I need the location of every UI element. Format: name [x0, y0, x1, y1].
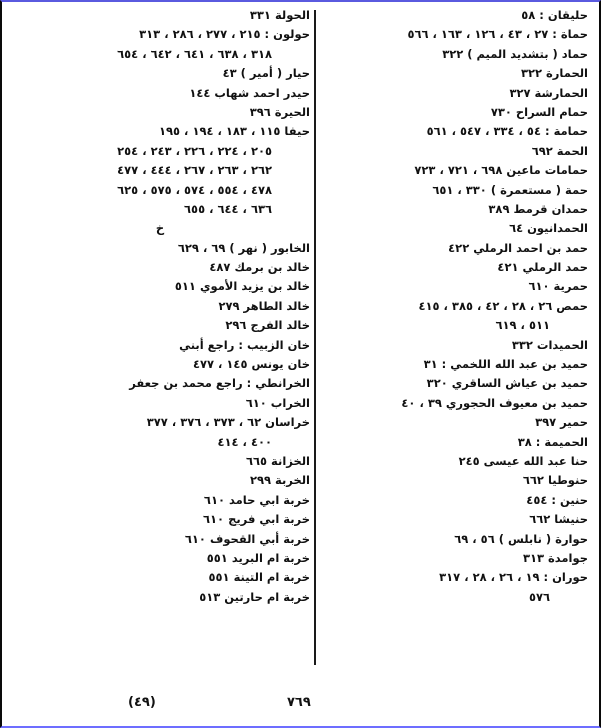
index-entry: الخربة ٢٩٩ [249, 473, 310, 488]
index-entry-continuation: ٤٧٨ ، ٥٥٤ ، ٥٧٤ ، ٥٧٥ ، ٦٢٥ [117, 182, 272, 197]
index-entry-continuation: ٥١١ ، ٦١٩ [495, 318, 550, 333]
index-entry: حمص ٢٦ ، ٢٨ ، ٤٢ ، ٣٨٥ ، ٤١٥ [418, 298, 588, 313]
index-entry: حميد بن عياش الساقري ٣٢٠ [426, 376, 588, 391]
index-entry: خربة ام البريد ٥٥١ [206, 550, 310, 565]
index-entry-continuation: ٣١٨ ، ٦٣٨ ، ٦٤١ ، ٦٤٢ ، ٦٥٤ [117, 46, 272, 61]
index-entry: خالد الطاهر ٢٧٩ [218, 298, 310, 313]
index-entry: حميد بن معيوف الحجوري ٣٩ ، ٤٠ [401, 395, 588, 410]
index-entry: حمير ٣٩٧ [535, 415, 588, 430]
index-entry: حماد ( بتشديد الميم ) ٣٢٢ [442, 46, 588, 61]
index-entry-continuation: ٢٦٢ ، ٢٦٣ ، ٢٦٧ ، ٤٤٤ ، ٤٧٧ [117, 163, 272, 178]
index-entry: خالد بن برمك ٤٨٧ [209, 260, 310, 275]
index-entry-continuation: ٢٠٥ ، ٢٢٤ ، ٢٢٦ ، ٢٤٣ ، ٢٥٤ [117, 143, 272, 158]
index-entry: حنين : ٤٥٤ [526, 492, 588, 507]
index-entry: حنيشا ٦٦٢ [529, 512, 588, 527]
index-entry: حوارة ( نابلس ) ٥٦ ، ٦٩ [454, 531, 588, 546]
index-entry: حمد الرملي ٤٢١ [497, 260, 588, 275]
index-entry: حمام السراح ٧٣٠ [490, 104, 588, 119]
index-entry: الخابور ( نهر ) ٦٩ ، ٦٢٩ [177, 240, 310, 255]
section-letter: خ [155, 221, 165, 236]
index-entry: حماة : ٢٧ ، ٤٣ ، ١٢٦ ، ١٦٣ ، ٥٦٦ [407, 27, 588, 42]
index-entry: خربة أبي القحوف ٦١٠ [184, 531, 310, 546]
index-entry: حنا عبد الله عيسى ٢٤٥ [458, 453, 588, 468]
index-entry: حليقان : ٥٨ [521, 8, 588, 22]
index-entry: حوران : ١٩ ، ٢٦ ، ٢٨ ، ٣١٧ [439, 570, 588, 585]
index-entry: خان يونس ١٤٥ ، ٤٧٧ [192, 357, 310, 372]
index-entry: حولون : ٢١٥ ، ٢٧٧ ، ٢٨٦ ، ٣١٣ [139, 27, 310, 42]
index-entry: حمامة : ٥٤ ، ٣٣٤ ، ٥٤٧ ، ٥٦١ [426, 124, 588, 139]
index-entry: خالد بن يزيد الأموي ٥١١ [174, 279, 310, 294]
index-entry: الحمة ٦٩٢ [531, 143, 588, 158]
index-entry: حمامات ماعين ٦٩٨ ، ٧٢١ ، ٧٢٣ [414, 163, 588, 178]
index-column-left [10, 6, 310, 607]
index-entry: حمة ( مستعمرة ) ٣٣٠ ، ٦٥١ [432, 182, 588, 197]
index-entry: الحميدات ٣٣٢ [511, 337, 588, 352]
index-entry: الحيرة ٣٩٦ [249, 104, 310, 119]
index-entry: الحميمة : ٣٨ [517, 434, 588, 449]
index-entry: خالد الفرج ٢٩٦ [225, 318, 310, 333]
index-entry: الخرانطي : راجع محمد بن جعفر [129, 376, 310, 391]
index-entry: خان الزبيب : راجع أبني [179, 337, 310, 352]
index-entry: حيدر احمد شهاب ١٤٤ [189, 85, 310, 100]
index-entry: خربة ابي حامد ٦١٠ [203, 492, 310, 507]
page-number: ٧٦٩ [287, 695, 311, 710]
index-entry: حمدان قرمط ٣٨٩ [488, 201, 588, 216]
index-column-right [322, 6, 588, 607]
index-entry: خربة ام التينة ٥٥١ [208, 570, 310, 585]
index-entry: الخزانة ٦٦٥ [245, 453, 310, 468]
index-entry: الحمارة ٣٢٢ [520, 66, 588, 81]
index-entry: حيار ( أمير ) ٤٣ [222, 66, 310, 81]
index-entry: حمد بن احمد الرملي ٤٢٢ [448, 240, 588, 255]
index-entry-continuation: ٤٠٠ ، ٤١٤ [217, 434, 272, 449]
index-entry: خربة ابي فريج ٦١٠ [203, 512, 310, 527]
index-entry: الخراب ٦١٠ [245, 395, 310, 410]
index-entry: حمرية ٦١٠ [528, 279, 588, 294]
index-entry: الحمارشة ٣٢٧ [509, 85, 588, 100]
index-entry: خراسان ٦٢ ، ٣٧٣ ، ٣٧٦ ، ٣٧٧ [146, 415, 310, 430]
index-entry-continuation: ٦٣٦ ، ٦٤٤ ، ٦٥٥ [184, 201, 272, 216]
index-entry: حميد بن عبد الله اللخمي : ٣١ [423, 357, 588, 372]
index-entry: حيفا ١١٥ ، ١٨٣ ، ١٩٤ ، ١٩٥ [158, 124, 310, 139]
index-entry: حنوطيا ٦٦٢ [522, 473, 588, 488]
index-entry: جوامدة ٣١٣ [522, 550, 588, 565]
index-entry: الحمدانيون ٦٤ [509, 221, 588, 236]
index-entry-continuation: ٥٧٦ [528, 589, 550, 604]
index-entry: خربة ام حارتين ٥١٣ [199, 589, 310, 604]
index-entry: الحولة ٣٣١ [249, 8, 310, 22]
column-divider [314, 10, 316, 665]
part-number: (٤٩) [128, 695, 156, 710]
